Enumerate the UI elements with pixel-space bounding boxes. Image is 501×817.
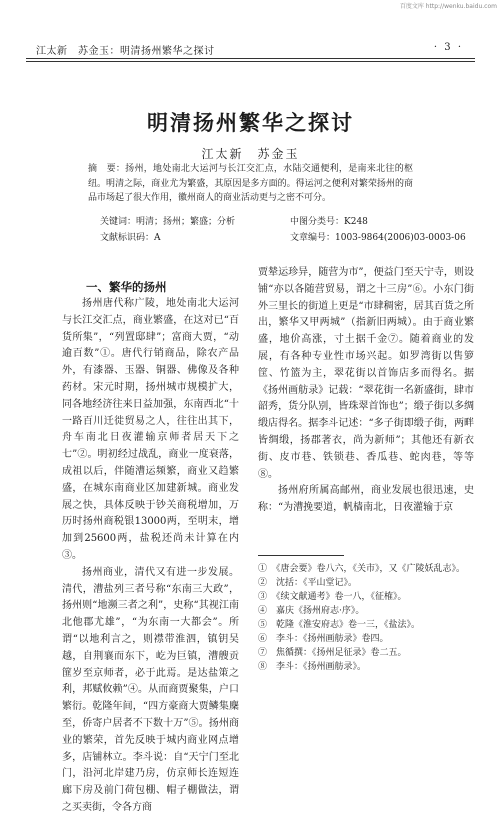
- footnote: ⑦ 焦循撰：《扬州足征录》卷二五。: [258, 648, 407, 658]
- abstract: 摘 要：扬州，地处南北大运河与长江交汇点，水陆交通便利，是南来北往的枢纽。明清之际，商业尤为繁盛，其原因是多方面的。得运河之便利对繁荣扬州的商品市场起了很大作用，徽州商人的商业活动更与之密不可分。: [88, 164, 413, 203]
- footnote: ③ 《续文献通考》卷一八，《征榷》。: [258, 592, 407, 602]
- watermark-text: 百度文库 http://wenku.baidu.com: [399, 3, 497, 10]
- footnote-divider: [258, 555, 344, 556]
- header-rule-thin: [26, 61, 475, 62]
- footnote: ④ 嘉庆《扬州府志·序》。: [258, 606, 365, 616]
- paragraph: 扬州府所属高邮州，商业发展也很迅速，史称：“为漕挽要道，帆樯南北，日夜灌输于京: [258, 485, 474, 514]
- keywords: 关键词：明清；扬州；繁盛；分析: [100, 217, 236, 227]
- article-title: 明清扬州繁华之探讨: [147, 110, 354, 135]
- left-column: [62, 296, 239, 813]
- footnote: ② 沈括：《平山堂记》。: [258, 578, 358, 588]
- paragraph: 贾辇运珍异，随营为市”，便益门至天宁寺，则设铺“亦以各随营贸易，谓之十三房”⑥。小东门街外三里长的街道上更是“市肆稠密，居其百货之所出，繁华又甲两城”（指新旧两城）。由于商业繁盛，地价高涨，寸土据千金⑦。随着商业的发展，有各种专业性市场兴起。如罗湾街以售箩筐、竹篮为主，翠花街以首饰店多而得名。据《扬州画舫录》记载：“翠花街一名新盛街，肆市韶秀，货分队别，皆珠翠首饰也”；缎子街以多绸缎店得名。据李斗记述：“多子街即缎子街，两畔皆绸缎，扬郡著衣，尚为新师”；其他还有新衣街、皮市巷、铁锁巷、香瓜巷、蛇肉巷，等等⑧。: [258, 267, 474, 480]
- running-header: [26, 40, 475, 56]
- document-code: 文献标识码：A: [100, 233, 161, 243]
- article-authors: 江太新 苏金玉: [201, 147, 300, 161]
- article-number: 文章编号：1003-9864(2006)03-0003-06: [290, 233, 466, 243]
- right-column: [258, 265, 474, 551]
- footnote: ① 《唐会要》卷八六，《关市》，又《广陵妖乱志》。: [258, 564, 466, 574]
- footnote: ⑧ 李斗：《扬州画舫录》。: [258, 662, 367, 672]
- paragraph: 扬州唐代称广陵，地处南北大运河与长江交汇点，商业繁盛，在这对已“百货所集”，“列置邸肆”；富商大贾，“动逾百数”①。唐代行销商品，除农产品外，有漆器、玉器、铜器、佛像及各种药材。宋元时期，扬州城市规模扩大，同各地经济往来日益加强，东南西北“十一路百川迁徙贸易之人，往往出其下，舟车南北日夜灌输京师者居天下之七”②。明初经过战乱，商业一度衰落，成祖以后，伴随漕运频繁，商业又趋繁盛，在城东南商业区加建新城。商业发展之快，具体反映于钞关商税增加，万历时扬州商税银13000两，至明末，增加到25600两，盐税还尚未计算在内③。: [62, 298, 239, 561]
- footnote: ⑤ 乾隆《淮安府志》卷一三，《盐法》。: [258, 620, 421, 630]
- footnotes: [258, 562, 488, 674]
- paragraph: 扬州商业，清代又有进一步发展。清代，漕盐列三者号称“东南三大政”，扬州则“地濒三者之利”，史称“其视江南北他郡尤雄”，“为东南一大都会”。所谓“以地利言之，则襟带淮泗，镇钥吴越，自荆襄而东下，屹为巨镇，漕艘贡篚岁至京师者，必于此焉。是达盐策之利，邦赋攸赖”④。从而商贾聚集，户口繁衍。乾隆年间，“四方豪商大贾鳞集麇至，侨寄户居者不下数十万”⑤。扬州商业的繁荣，首先反映于城内商业网点增多，店铺林立。李斗说：自“天宁门至北门，沿河北岸建乃房，仿京师长连短连廊下房及前门荷包棚、帽子棚做法，谓之买卖街，令各方商: [62, 566, 239, 813]
- running-title: 江太新 苏金玉：明清扬州繁华之探讨: [36, 46, 215, 57]
- page-number: · 3 ·: [433, 42, 463, 53]
- section-heading: 一、繁华的扬州: [86, 280, 167, 294]
- footnote: ⑥ 李斗：《扬州画舫录》卷四。: [258, 634, 389, 644]
- header-rule: [26, 58, 475, 59]
- clc-number: 中图分类号：K248: [290, 217, 368, 227]
